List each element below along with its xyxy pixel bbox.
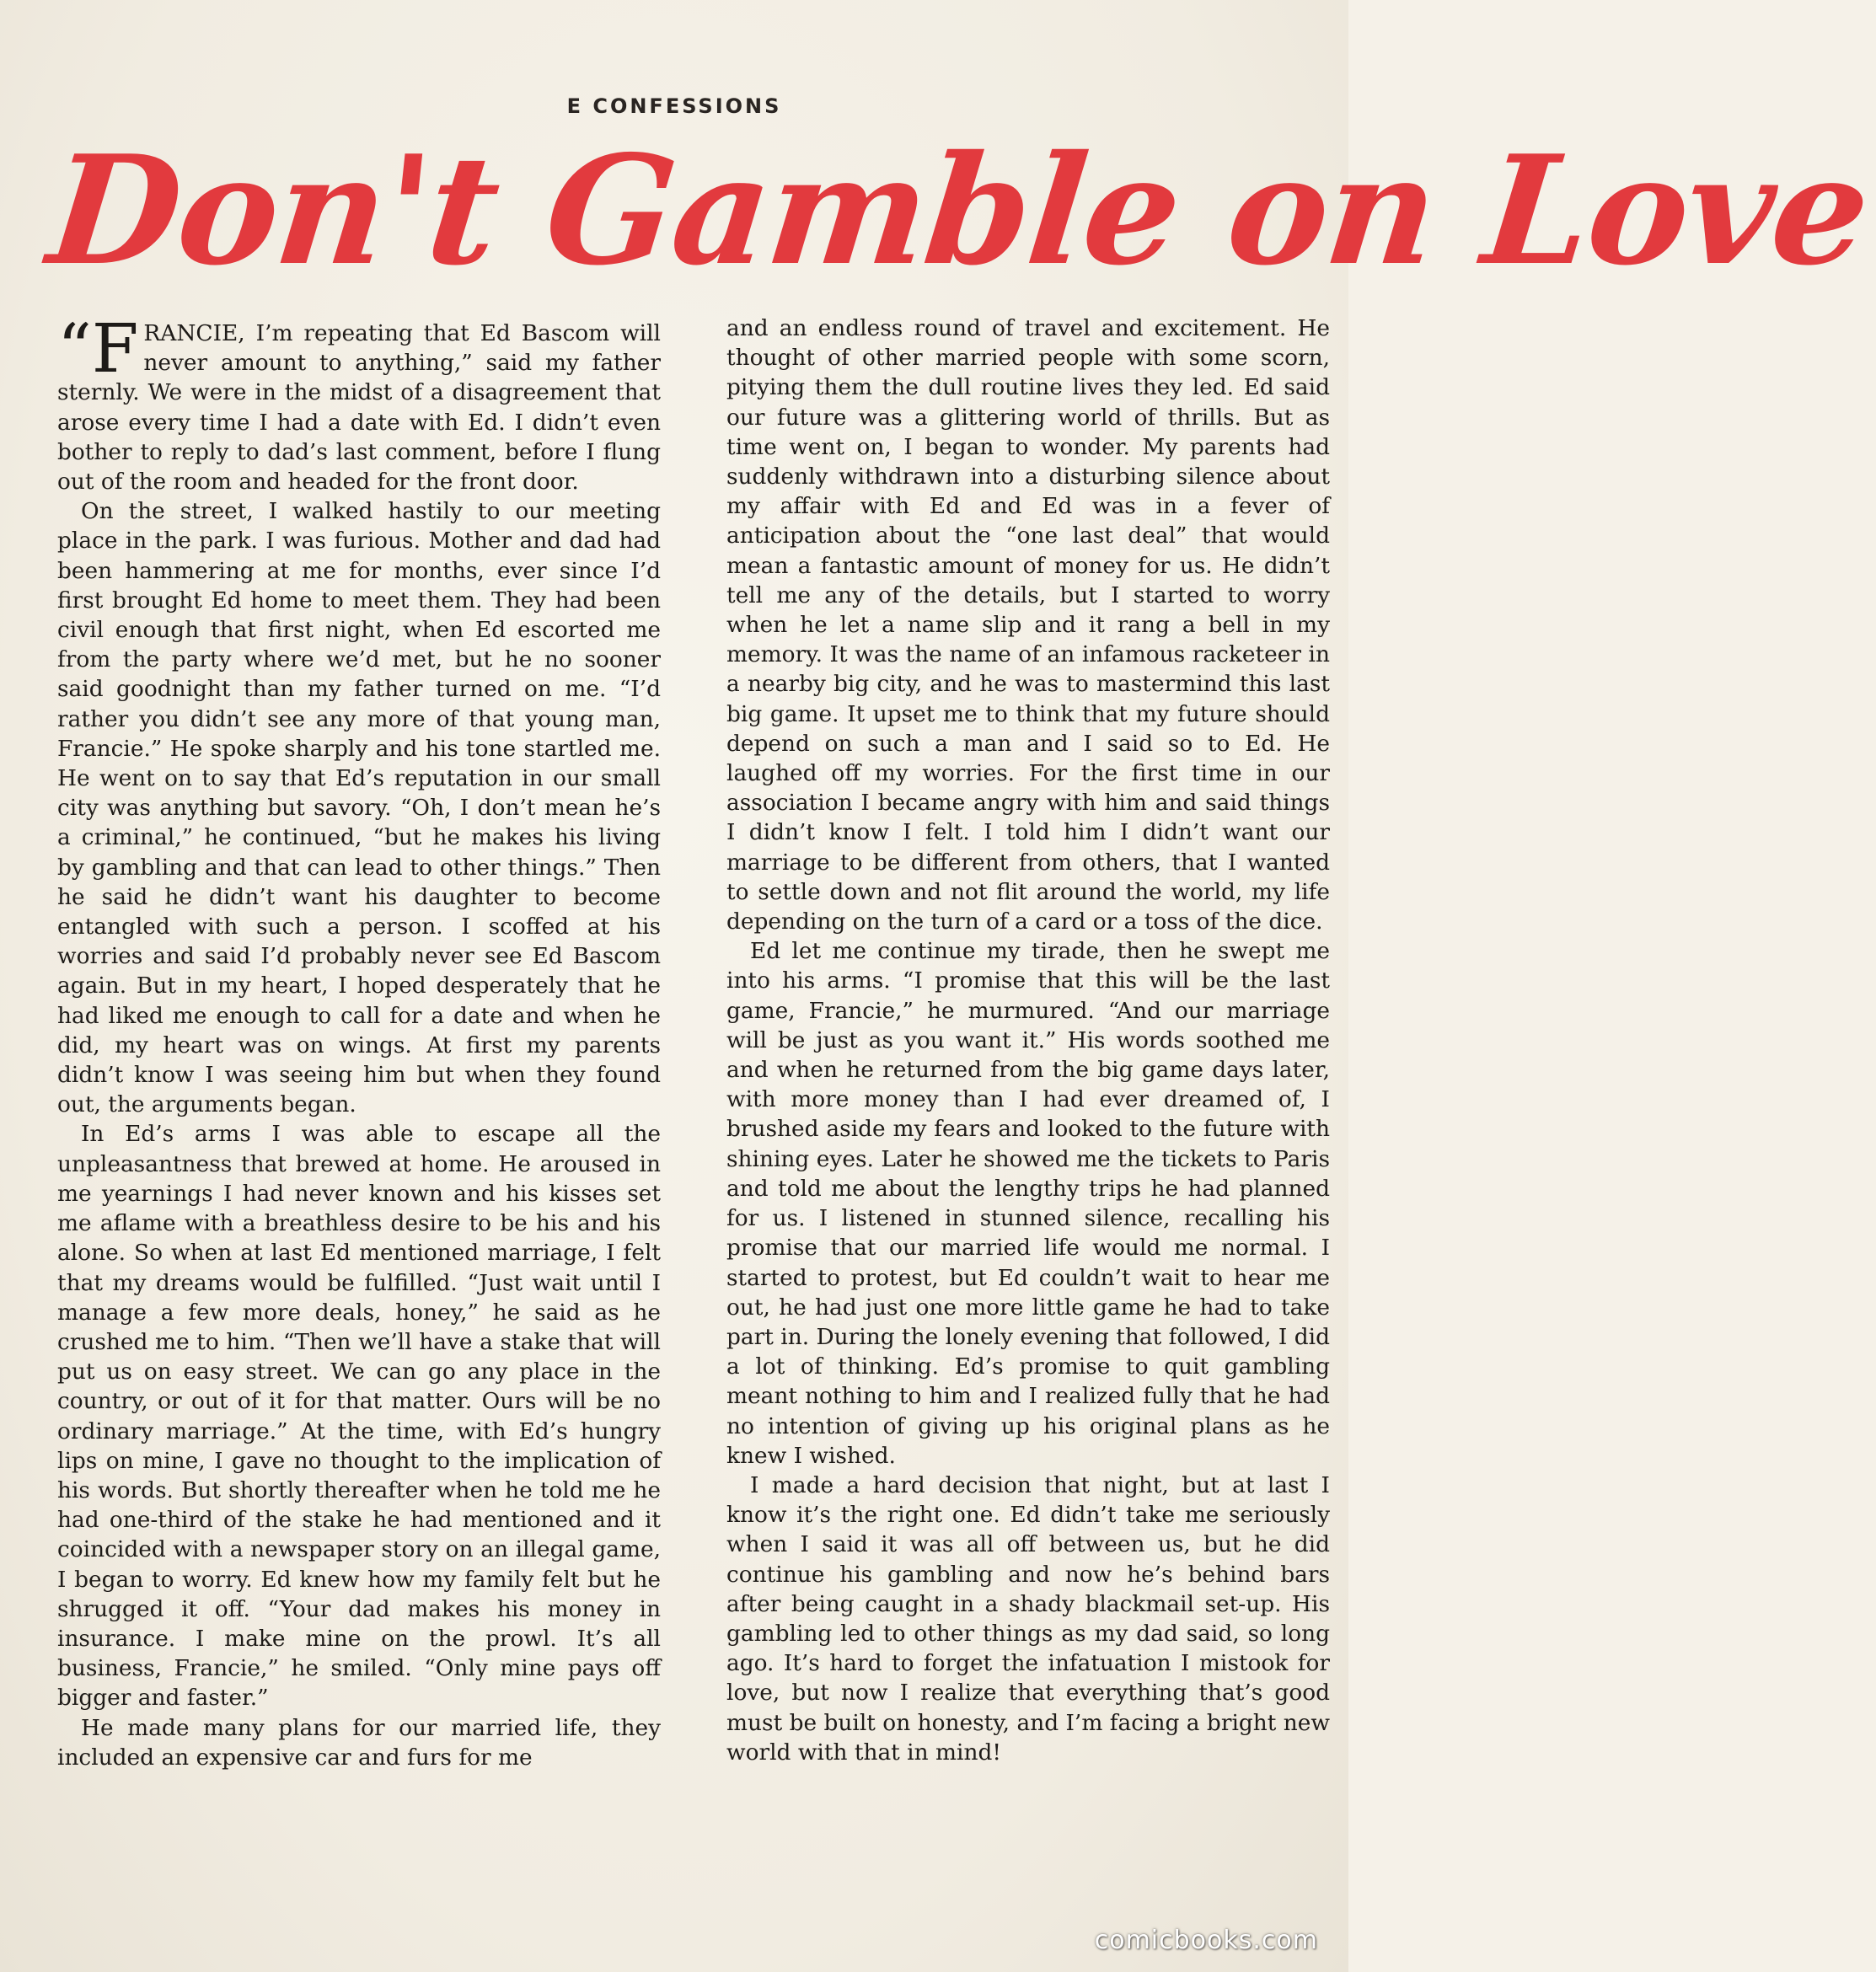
story-title: Don't Gamble on Love <box>41 122 1876 298</box>
running-head: E CONFESSIONS <box>566 94 782 118</box>
left-column <box>57 309 661 1772</box>
story-paragraph: He made many plans for our married life, they included an expensive car and furs for me <box>57 1714 661 1771</box>
site-watermark: comicbooks.com <box>1094 1926 1318 1955</box>
story-paragraph: In Ed’s arms I was able to escape all the unpleasantness that brewed at home. He aroused in me yearnings I had never known and his kisses set me aflame with a breathless desire to be his and his alone. So when at last Ed mentioned marriage, I felt that my dreams would be fulfilled. “Just wait until I manage a few more deals, honey,” he said as he crushed me to him. “Then we’ll have a stake that will put us on easy street. We can go any place in the country, or out of it for that matter. Ours will be no ordinary marriage.” At the time, with Ed’s hungry lips on mine, I gave no thought to the implication of his words. But shortly thereafter when he told me he had one-third of the stake he had mentioned and it coincided with a newspaper story on an illegal game, I began to worry. Ed knew how my family felt but he shrugged it off. “Your dad makes his money in insurance. I make mine on the prowl. It’s all business, Francie,” he smiled. “Only mine pays off bigger and faster.” <box>57 1121 661 1712</box>
story-paragraph: Ed let me continue my tirade, then he swept me into his arms. “I promise that this will be the last game, Francie,” he murmured. “And our marriage will be just as you want it.” His words soothed me and when he returned from the big game days later, with more money than I had ever dreamed of, I brushed aside my fears and looked to the future with shining eyes. Later he showed me the tickets to Paris and told me about the lengthy trips he had planned for us. I listened in stunned silence, recalling his promise that our married life would me normal. I started to protest, but Ed couldn’t wait to hear me out, he had just one more little game he had to take part in. During the lonely evening that followed, I did a lot of thinking. Ed’s promise to quit gambling meant nothing to him and I realized fully that he had no intention of giving up his original plans as he knew I wished. <box>726 938 1330 1469</box>
right-column <box>726 313 1330 1767</box>
story-paragraph <box>57 309 661 496</box>
drop-cap: “F <box>57 309 139 388</box>
story-paragraph: On the street, I walked hastily to our meeting place in the park. I was furious. Mother and dad had been hammering at me for months, ever since I’d first brought Ed home to meet them. They had been civil enough that first night, when Ed escorted me from the party where we’d met, but he no sooner said goodnight than my father turned on me. “I’d rather you didn’t see any more of that young man, Francie.” He spoke sharply and his tone startled me. He went on to say that Ed’s reputation in our small city was anything but savory. “Oh, I don’t mean he’s a criminal,” he continued, “but he makes his living by gambling and that can lead to other things.” Then he said he didn’t want his daughter to become entangled with such a person. I scoffed at his worries and said I’d probably never see Ed Bascom again. But in my heart, I hoped desperately that he had liked me enough to call for a date and when he did, my heart was on wings. At first my parents didn’t know I was seeing him but when they found out, the arguments began. <box>57 498 661 1118</box>
paragraph-text: RANCIE, I’m repeating that Ed Bascom will never amount to anything,” said my father sternly. We were in the midst of a disagreement that arose every time I had a date with Ed. I didn’t even bother to reply to dad’s last comment, before I flung out of the room and headed for the front door. <box>57 320 661 496</box>
story-paragraph: and an endless round of travel and excitement. He thought of other married people with some scorn, pitying them the dull routine lives they led. Ed said our future was a glittering world of thrills. But as time went on, I began to wonder. My parents had suddenly withdrawn into a disturbing silence about my affair with Ed and Ed was in a fever of anticipation about the “one last deal” that would mean a fantastic amount of money for us. He didn’t tell me any of the details, but I started to worry when he let a name slip and it rang a bell in my memory. It was the name of an infamous racketeer in a nearby big city, and he was to mastermind this last big game. It upset me to think that my future should depend on such a man and I said so to Ed. He laughed off my worries. For the first time in our association I became angry with him and said things I didn’t know I felt. I told him I didn’t want our marriage to be different from others, that I wanted to settle down and not flit around the world, my life depending on the turn of a card or a toss of the dice. <box>726 315 1330 935</box>
story-paragraph: I made a hard decision that night, but at last I know it’s the right one. Ed didn’t take me seriously when I said it was all off between us, but he did continue his gambling and now he’s behind bars after being caught in a shady blackmail set-up. His gambling led to other things as my dad said, so long ago. It’s hard to forget the infatuation I mistook for love, but now I realize that everything that’s good must be built on honesty, and I’m facing a bright new world with that in mind! <box>726 1471 1330 1766</box>
